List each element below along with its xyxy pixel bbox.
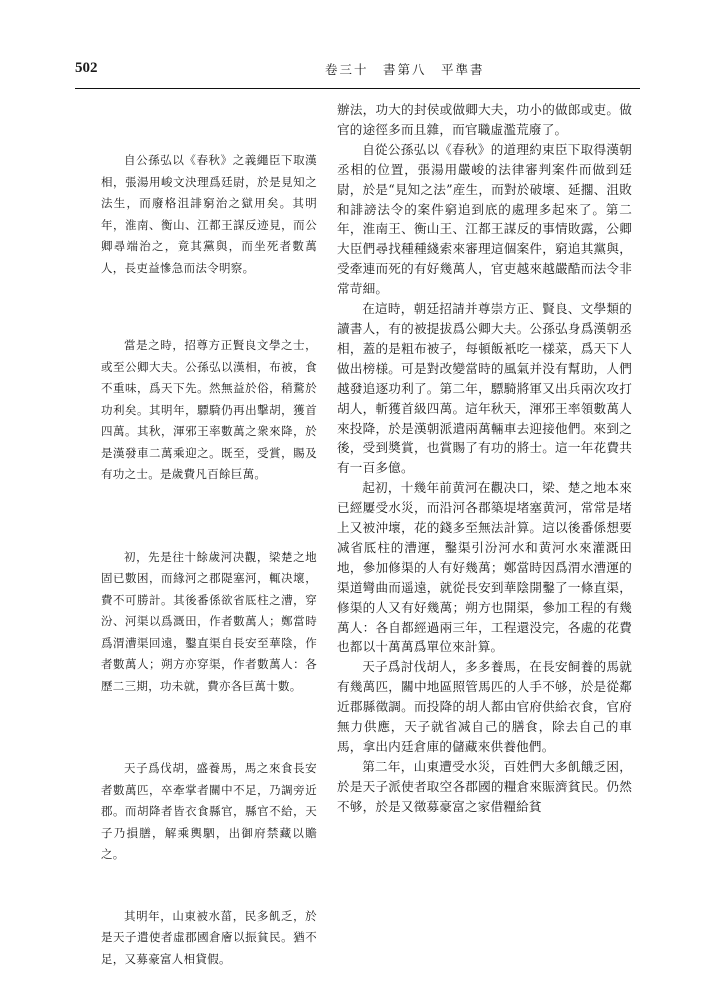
running-head: 卷三十 書第八 平準書: [325, 62, 485, 77]
page-number: 502: [75, 60, 98, 76]
page-header: [75, 60, 640, 84]
translation-paragraph: 起初，十幾年前黄河在觀决口，梁、楚之地本來已經屢受水災，而沿河各郡築堤堵塞黄河，常常是堵上又被沖壞，花的錢多至無法計算。這以後番係想要减省厎柱的漕運，鑿渠引汾河水和黄河水來灌溉田地，參加修渠的人有好幾萬；鄭當時因爲渭水漕運的渠道彎曲而遥遠，就從長安到華陰開鑿了一條直渠，修渠的人又有好幾萬；朔方也開渠，參加工程的有幾萬人：各自都經過兩三年，工程還没完，各處的花費也都以十萬萬爲單位來計算。: [337, 480, 632, 655]
original-paragraph: 當是之時，招尊方正賢良文學之士，或至公卿大夫。公孫弘以漢相，布被，食不重味，爲天下先。然無益於俗，稍騖於功利矣。其明年，驃騎仍再出擊胡，獲首四萬。其秋，渾邪王率數萬之衆來降，於是漢發車二萬乘迎之。既至，受賞，賜及有功之士。是歲費凡百餘巨萬。: [101, 338, 317, 481]
translation-paragraph: 自從公孫弘以《春秋》的道理約束臣下取得漢朝丞相的位置，張湯用嚴峻的法律審判案件而做到廷尉，於是“見知之法”産生，而對於破壞、延擱、沮敗和誹謗法令的案件窮追到底的處理多起來了。第二年，淮南王、衡山王、江都王謀反的事情敗露，公卿大臣們尋找種種綫索來審理這個案件，窮追其黨與，受牽連而死的有好幾萬人，官吏越來越嚴酷而法令非常苛細。: [337, 141, 632, 297]
translation-paragraph: 第二年，山東遭受水災，百姓們大多飢餓乏困，於是天子派使者取空各郡國的糧倉來賑濟貧民。仍然不够，於是又徵募豪富之家借糧給貧: [337, 758, 632, 814]
translation-paragraph: 天子爲討伐胡人，多多養馬，在長安飼養的馬就有幾萬匹，關中地區照管馬匹的人手不够，於是從鄰近郡縣徵調。而投降的胡人都由官府供給衣食，官府無力供應，天子就省减自己的膳食，除去自己的車馬，拿出内廷倉庫的儲藏來供養他們。: [337, 659, 632, 754]
original-paragraph: 初，先是往十餘歲河决觀，梁楚之地固已數困，而緣河之郡隄塞河，輒决壞，費不可勝計。其後番係欲省厎柱之漕，穿汾、河渠以爲溉田，作者數萬人；鄭當時爲渭漕渠回遠，鑿直渠自長安至華陰，作者數萬人；朔方亦穿渠，作者數萬人：各歷二三期，功未就，費亦各巨萬十數。: [101, 549, 317, 693]
original-paragraph: 自公孫弘以《春秋》之義繩臣下取漢相，張湯用峻文決理爲廷尉，於是見知之法生，而廢格沮誹窮治之獄用矣。其明年，淮南、衡山、江都王謀反迹見，而公卿尋端治之，竟其黨與，而坐死者數萬人，長吏益慘急而法令明察。: [101, 153, 317, 275]
translation-column: [337, 100, 632, 817]
original-text-column: [101, 150, 317, 970]
translation-paragraph: 在這時，朝廷招請并尊崇方正、賢良、文學類的讀書人，有的被提拔爲公卿大夫。公孫弘身爲漢朝丞相，蓋的是粗布被子，每頓飯衹吃一樣菜，爲天下人做出榜様。可是對改變當時的風氣并没有幫助，人們越發追逐功利了。第二年，驃騎將軍又出兵兩次攻打胡人，斬獲首級四萬。這年秋天，渾邪王率領數萬人來投降，於是漢朝派遣兩萬輛車去迎接他們。來到之後，受到奬賞，也賞賜了有功的將士。這一年花費共有一百多億。: [337, 301, 632, 476]
translation-continued: 辦法，功大的封侯或做卿大夫，功小的做郎或吏。做官的途徑多而且雜，而官職虛濫荒廢了。: [337, 102, 632, 137]
header-rule: [75, 88, 640, 89]
original-paragraph: 其明年，山東被水菑，民多飢乏，於是天子遣使者虛郡國倉廥以振貧民。猶不足，又募豪富人相貸假。: [101, 908, 317, 966]
original-paragraph: 天子爲伐胡，盛養馬，馬之來食長安者數萬匹，卒牽掌者關中不足，乃調旁近郡。而胡降者皆衣食縣官，縣官不給，天子乃損膳，解乘輿駟，出御府禁藏以贍之。: [101, 761, 317, 861]
